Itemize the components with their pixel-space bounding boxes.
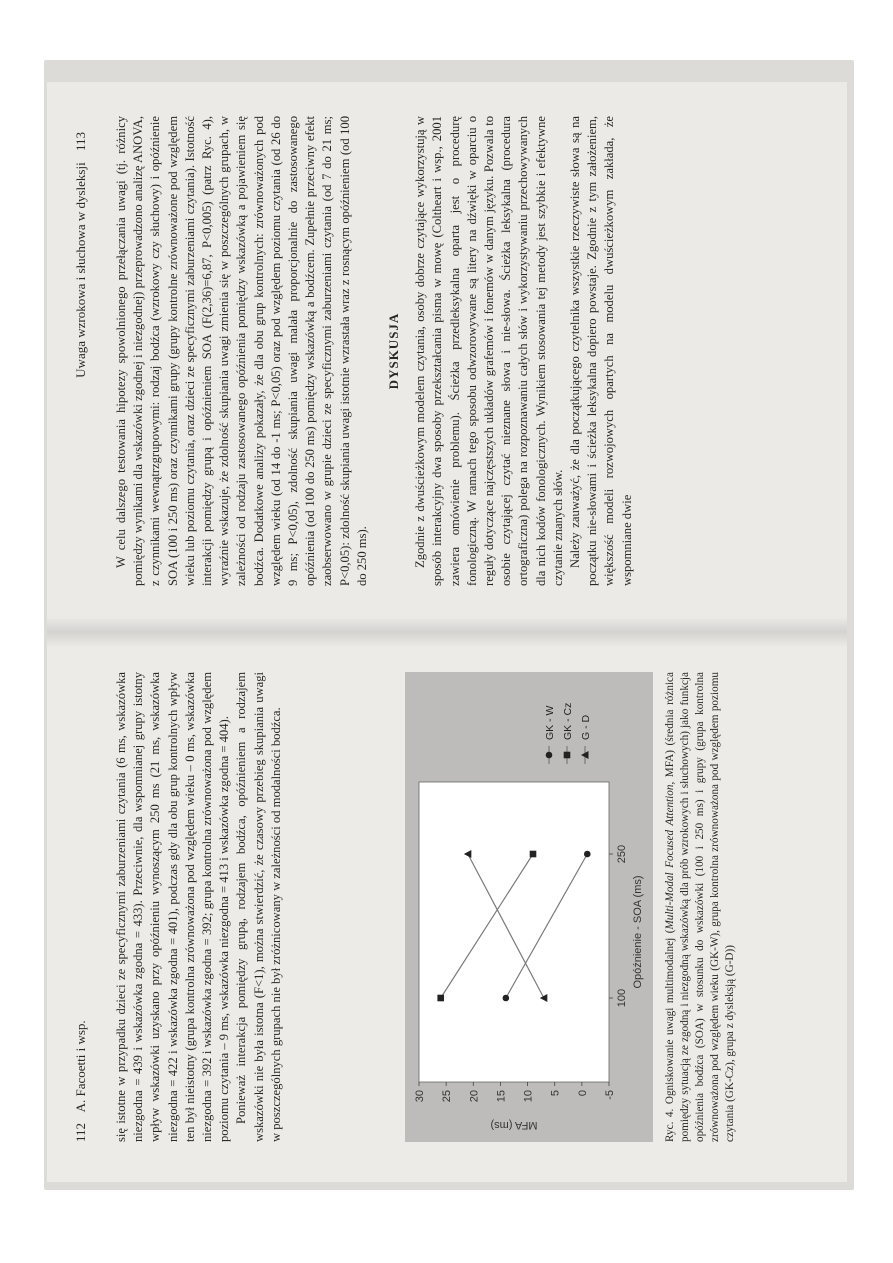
y-tick-label: 20 [467, 1089, 480, 1102]
right-running-head: Uwaga wzrokowa i słuchowa w dysleksji [72, 161, 88, 378]
legend-marker-1 [563, 751, 570, 758]
caption-suffix: , MFA) (średnia różnica pomiędzy sytuacją ze zgodną i niezgodną wskazówką dla prób wzrokowych i słuchowych) jako funkcja opóźnienia bodźca (SOA) w stosunku do wskazówki (100 i 250 ms) i grupy (grupa kontrolna zrównoważona pod względem wieku (GK-W), grupa kontrolna zrównoważona pod względem poziomu czytania (GK-Cz), grupa z dysleksją (G-D)) [663, 671, 736, 1142]
legend-label-2: G - D [579, 714, 592, 740]
caption-italic: Multi-Modal Focused Attention [663, 784, 676, 930]
data-point-1-0 [437, 994, 444, 1001]
left-page-header [73, 1020, 89, 1142]
y-tick-label: 10 [522, 1089, 535, 1102]
right-page-number: 113 [72, 131, 88, 151]
right-paragraph-2: Zgodnie z dwuścieżkowym modelem czytania, osoby dobrze czytające wykorzystują w sposób interakcyjny dwa sposoby przekształcania pisma w mowę (Coltheart i wsp., 2001 zawiera omówienie problemu). Ścieżka przedleksykalna oparta jest o procedurę fonologiczną. W ramach tego sposobu odwzorowywane są litery na dźwięki w oparciu o reguły dotyczące najczęstszych układów grafemów i fonemów w danym języku. Pozwala to osobie czytającej czytać nieznane słowa i nie-słowa. Ścieżka leksykalna (procedura ortograficzna) polega na rozpoznawaniu całych słów i wykorzystywaniu przechowywanych dla nich kodów fonologicznych. Wynikiem stosowania tej metody jest szybkie i efektywne czytanie znanych słów. [412, 115, 565, 586]
right-page-header [73, 132, 89, 378]
left-paragraph-1: się istotne w przypadku dzieci ze specyficznymi zaburzeniami czytania (6 ms, wskazówka niezgodna = 439 i wskazówka zgodna = 433). Przeciwnie, dla wspomnianej grupy istotny wpływ wskazówki uzyskano przy opóźnieniu wynoszącym 250 ms (21 ms, wskazówka niezgodna = 422 i wskazówka zgodna = 401), podczas gdy dla obu grup kontrolnych wpływ ten był nieistotny (grupa kontrolna zrównoważona pod względem wieku – 0 ms, wskazówka niezgodna = 392 i wskazówka zgodna = 392; grupa kontrolna zrównoważona pod względem poziomu czytania – 9 ms, wskazówka niezgodna = 413 i wskazówka zgodna = 404). [113, 671, 231, 1142]
plot-area [419, 782, 609, 1082]
left-page [47, 632, 847, 1182]
x-tick-label: 100 [615, 988, 628, 1007]
x-axis-label: Opóźnienie - SOA (ms) [631, 874, 644, 989]
x-tick-label: 250 [615, 844, 628, 863]
left-running-head: A. Facoetti i wsp. [72, 1019, 88, 1112]
left-page-body [113, 672, 285, 1142]
left-paragraph-2: Ponieważ interakcja pomiędzy grupą, rodzajem bodźca, opóźnieniem a rodzajem wskazówki nie była istotna (F<1), można stwierdzić, że czasowy przebieg skupiania uwagi w poszczególnych grupach nie był zróżnicowany w zależności od modalności bodźca. [233, 671, 283, 1142]
figure-caption [663, 672, 738, 1142]
y-tick-label: 15 [494, 1089, 507, 1102]
right-page [47, 82, 847, 632]
data-point-1-1 [529, 850, 536, 857]
mfa-line-chart [405, 672, 653, 1142]
legend-label-0: GK - W [543, 705, 556, 740]
caption-prefix: Ryc. 4. Ogniskowanie uwagi multimodalnej ( [663, 929, 676, 1142]
legend-label-1: GK - Cz [561, 702, 574, 740]
y-tick-label: 30 [413, 1089, 426, 1102]
book-gutter-shadow [47, 617, 847, 647]
y-tick-label: 5 [549, 1089, 562, 1096]
left-page-number: 112 [72, 1122, 88, 1142]
section-heading: DYSKUSJA [385, 312, 401, 389]
y-tick-label: 25 [440, 1089, 453, 1102]
y-axis-label: MFA (ms) [489, 1118, 538, 1131]
right-page-body [113, 116, 636, 586]
legend-marker-0 [545, 751, 552, 758]
figure-4-chart [405, 672, 653, 1142]
legend-marker-2 [581, 751, 589, 759]
y-tick-label: -5 [603, 1089, 616, 1100]
book-spread-rotated [47, 82, 847, 1182]
right-paragraph-1: W celu dalszego testowania hipotezy spowolnionego przełączania uwagi (tj. różnicy pomiędzy wynikami dla wskazówki zgodnej i niezgodnej) przeprowadzono analizę ANOVA, z czynnikami wewnątrzgrupowymi: rodzaj bodźca (wzrokowy czy słuchowy) i opóźnienie SOA (100 i 250 ms) oraz czynnikami grupy (grupy kontrolne zrównoważone pod względem wieku lub poziomu czytania, oraz dzieci ze specyficznymi zaburzeniami czytania). Istotność interakcji pomiędzy grupą i opóźnieniem SOA (F(2,36)=6,87, P<0,005) (patrz Ryc. 4), wyraźnie wskazuje, że zdolność skupiania uwagi zmienia się w poszczególnych grupach, w zależności od rodzaju zastosowanego opóźnienia pomiędzy wskazówką a pojawieniem się bodźca. Dodatkowe analizy pokazały, że dla obu grup kontrolnych: zrównoważonych pod względem wieku (od 14 do -1 ms; P<0,05) oraz pod względem poziomu czytania (od 26 do 9 ms; P<0,05), zdolność skupiania uwagi malała proporcjonalnie do zastosowanego opóźnienia (od 100 do 250 ms) pomiędzy wskazówką a bodźcem. Zupełnie przeciwny efekt zaobserwowano w grupie dzieci ze specyficznymi zaburzeniami czytania (od 7 do 21 ms; P<0,05): zdolność skupiania uwagi istotnie wzrastała wraz z rosnącym opóźnieniem (od 100 do 250 ms). [113, 115, 369, 586]
y-tick-label: 0 [576, 1089, 589, 1096]
right-paragraph-3: Należy zauważyć, że dla początkującego czytelnika wszystkie rzeczywiste słowa są na początku nie-słowami i ścieżka leksykalna dopiero powstaje. Zgodnie z tym założeniem, większość modeli rozwojowych opartych na modelu dwuścieżkowym zakłada, że wspomniane dwie [567, 115, 634, 586]
